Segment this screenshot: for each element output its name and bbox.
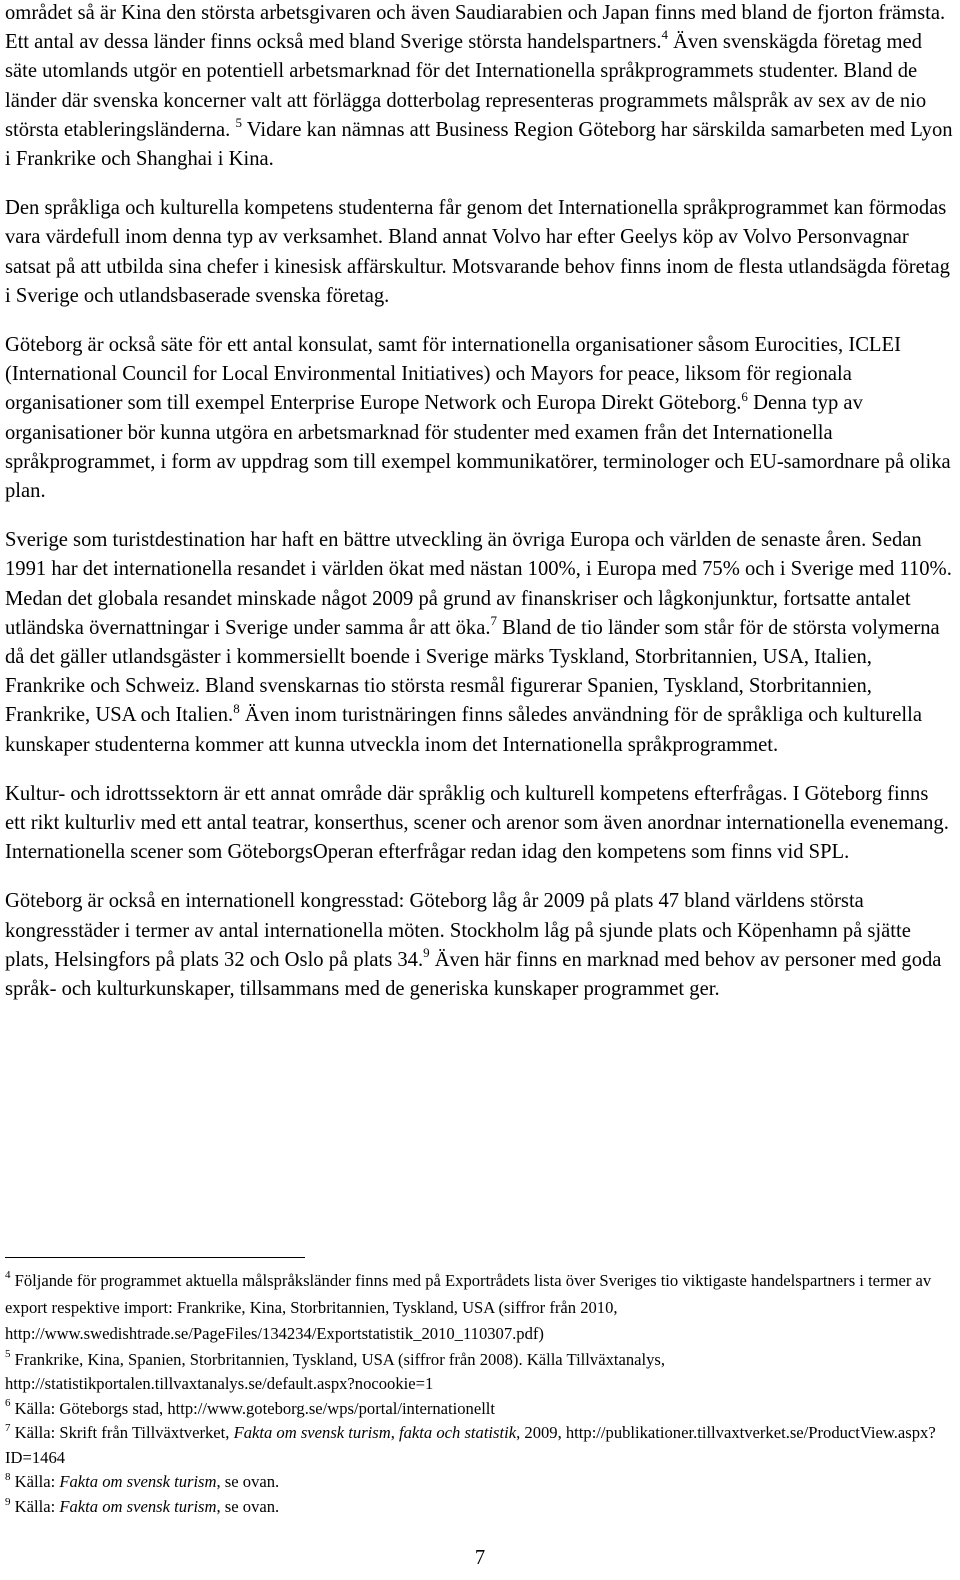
footnote-reference: 9 — [423, 945, 430, 961]
italic-title: fakta och statistik — [399, 1423, 517, 1443]
footnote-text: Följande för programmet aktuella målspråksländer finns med på Exportrådets lista över Sveriges tio viktigaste handelspartners i termer av export respektive import: Frankrike, Kina, Storbritannien, Tyskland, USA (siffror från 2010, http://www.swedishtrade.se/PageFiles/134234/Exportstatistik_2010_110307.pdf) — [5, 1271, 932, 1343]
footnote-reference: 8 — [233, 700, 240, 716]
footnote-number: 4 — [5, 1269, 11, 1282]
footnote-separator — [5, 1257, 305, 1258]
footnote — [5, 1348, 950, 1397]
footnote-reference: 6 — [741, 388, 748, 404]
footnote-text: Källa: Skrift från Tillväxtverket, Fakta om svensk turism, fakta och statistik, 2009, http://publikationer.tillvaxtverket.se/ProductView.aspx?ID=1464 — [5, 1423, 936, 1467]
footnote-number: 5 — [5, 1347, 11, 1360]
italic-title: Fakta om svensk turism — [59, 1497, 217, 1517]
footnote-number: 9 — [5, 1495, 11, 1508]
footnote-text: Källa: Göteborgs stad, http://www.goteborg.se/wps/portal/internationellt — [10, 1398, 496, 1418]
paragraph: Kultur- och idrottssektorn är ett annat område där språklig och kulturell kompetens efterfrågas. I Göteborg finns ett rikt kulturliv med ett antal teatrar, konserthus, scener och arenor som även anordnar internationella evenemang. Internationella scener som GöteborgsOperan efterfrågar redan idag den kompetens som finns vid SPL. — [5, 782, 949, 864]
footnote-reference: 4 — [661, 27, 669, 43]
italic-title: Fakta om svensk turism — [233, 1423, 391, 1443]
footnote-number: 7 — [5, 1421, 11, 1434]
footnote-reference: 5 — [235, 114, 242, 130]
footnote — [5, 1397, 950, 1422]
footnote — [5, 1470, 950, 1495]
paragraph: Göteborg är också säte för ett antal konsulat, samt för internationella organisationer såsom Eurocities, ICLEI (International Council for Local Environmental Initiatives) och Mayors for peace, liksom för regionala organisationer som till exempel Enterprise Europe Network och Europa Direkt Göteborg.$^6$ Denna typ av organisationer bör kunna utgöra en arbetsmarknad för studenter med examen från det Internationella språkprogrammet, i form av uppdrag som till exempel kommunikatörer, terminologer och EU-samordnare på olika plan. — [5, 334, 951, 503]
footnote — [5, 1421, 950, 1470]
footnote-text: Frankrike, Kina, Spanien, Storbritannien, Tyskland, USA (siffror från 2008). Källa Tillväxtanalys, http://statistikportalen.tillvaxtanalys.se/default.aspx?nocookie=1 — [5, 1349, 666, 1394]
footnote-text: Källa: Fakta om svensk turism, se ovan. — [10, 1472, 280, 1492]
page-number: 7 — [474, 1547, 486, 1569]
italic-title: Fakta om svensk turism — [59, 1472, 217, 1492]
paragraph: området så är Kina den största arbetsgivaren och även Saudiarabien och Japan finns med bland de fjorton främsta. Ett antal av dessa länder finns också med bland Sverige största handelspartners.$^4$ Även svenskägda företag med säte utomlands utgör en potentiell arbetsmarknad för det Internationella språkprogrammets studenter. Bland de länder där svenska koncerner valt att förlägga dotterbolag representeras programmets målspråk av sex av de nio största etableringsländerna. $^5$ Vidare kan nämnas att Business Region Göteborg har särskilda samarbeten med Lyon i Frankrike och Shanghai i Kina. — [5, 2, 953, 171]
footnote — [5, 1268, 950, 1348]
footnote-number: 6 — [5, 1397, 11, 1410]
body-text — [5, 0, 953, 1024]
footnote — [5, 1495, 950, 1520]
footnotes — [5, 1268, 950, 1520]
footnote-reference: 7 — [490, 613, 498, 628]
footnote-number: 8 — [5, 1470, 11, 1483]
footnote-text: Källa: Fakta om svensk turism, se ovan. — [10, 1497, 280, 1517]
paragraph: Göteborg är också en internationell kongresstad: Göteborg låg år 2009 på plats 47 bland världens största kongresstäder i termer av antal internationella möten. Stockholm låg på sjunde plats och Köpenhamn på sjätte plats, Helsingfors på plats 32 och Oslo på plats 34.$^9$ Även här finns en marknad med behov av personer med goda språk- och kulturkunskaper, tillsammans med de generiska kunskaper programmet ger. — [5, 890, 942, 1001]
paragraph: Den språkliga och kulturella kompetens studenterna får genom det Internationella språkprogrammet kan förmodas vara värdefull inom denna typ av verksamhet. Bland annat Volvo har efter Geelys köp av Volvo Personvagnar satsat på att utbilda sina chefer i kinesisk affärskultur. Motsvarande behov finns inom de flesta utlandsägda företag i Sverige och utlandsbaserade svenska företag. — [5, 197, 950, 307]
paragraph: Sverige som turistdestination har haft en bättre utveckling än övriga Europa och världen de senaste åren. Sedan 1991 har det internationella resandet i världen ökat med nästan 100%, i Europa med 75% och i Sverige med 110%. Medan det globala resandet minskade något 2009 på grund av finanskriser och lågkonjunktur, fortsatte antalet utländska övernattningar i Sverige under samma år att öka.$^7$ Bland de tio länder som står för de största volymerna då det gäller utlandsgäster i kommersiellt boende i Sverige märks Tyskland, Storbritannien, USA, Italien, Frankrike och Schweiz. Bland svenskarnas tio största resmål figurerar Spanien, Tyskland, Storbritannien, Frankrike, USA och Italien.$^8$ Även inom turistnäringen finns således användning för de språkliga och kulturella kunskaper studenterna kommer att kunna utveckla inom det Internationella språkprogrammet. — [5, 529, 952, 756]
